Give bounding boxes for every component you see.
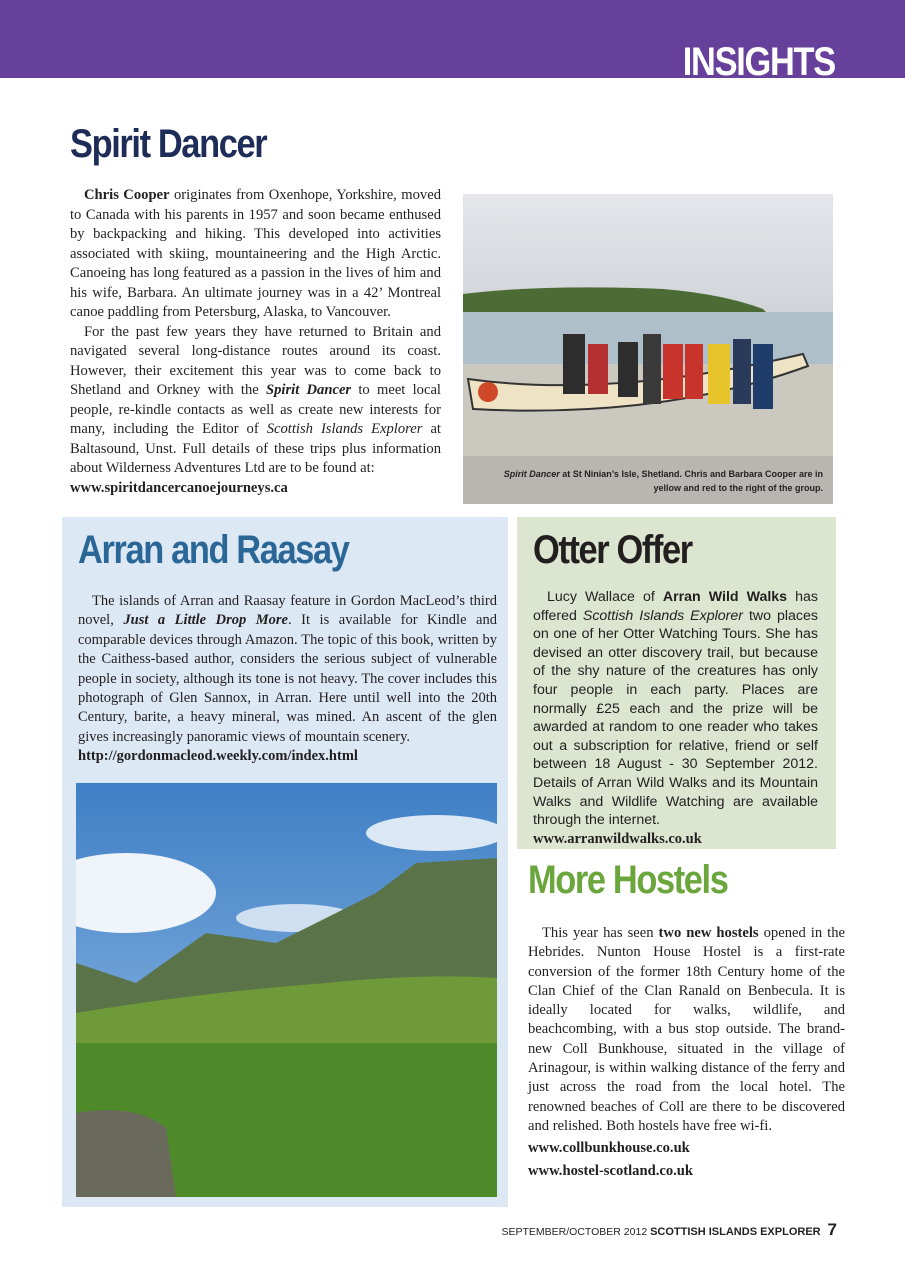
- arran-article: [78, 592, 497, 767]
- magazine-title: SCOTTISH ISLANDS EXPLORER: [650, 1226, 821, 1238]
- spirit-dancer-article: [70, 186, 441, 498]
- paragraph-text: at Baltasound, Unst. Full details of these trips plus information about Wilderness Adventures Ltd are to be found at:: [70, 421, 441, 476]
- caption-boat-name: Spirit Dancer: [503, 469, 560, 479]
- page-number: 7: [827, 1220, 837, 1239]
- paragraph-text: For the past few years they have returned to Britain and navigated several long-distance routes around its coast. However, their excitement this year was to come back to Shetland and Orkney with the: [70, 323, 441, 398]
- company-name: Arran Wild Walks: [662, 589, 788, 605]
- paragraph-text: The islands of Arran and Raasay feature in Gordon MacLeod’s third novel,: [78, 593, 497, 629]
- arran-link[interactable]: http://gordonmacleod.weekly.com/index.html: [78, 748, 358, 765]
- caption-text: at St Ninian’s Isle, Shetland. Chris and Barbara Cooper are in yellow and red to the right of the group.: [559, 469, 823, 493]
- canoe-group-image: [463, 194, 833, 504]
- paragraph-text: originates from Oxenhope, Yorkshire, moved to Canada with his parents in 1957 and soon became enthused by backpacking and hiking. This developed into activities associated with skiing, mountaineering and the High Arctic. Canoeing has long featured as a passion in the lives of him and his wife, Barbara. An ultimate journey was in a 42’ Montreal canoe paddling from Petersburg, Alaska, to Vancouver.: [70, 187, 441, 320]
- section-label: INSIGHTS: [682, 40, 835, 84]
- paragraph-text: opened in the Hebrides. Nunton House Hostel is a first-rate conversion of the former 18th Century home of the Clan Chief of the Clan Ranald on Benbecula. It is ideally located for walks, wildlife, and beachcombing, with a bus stop outside. The brand-new Coll Bunkhouse, situated in the village of Arinagour, is within walking distance of the ferry and just across the road from the local hotel. The renowned beaches of Coll are there to be discovered and relished. Both hostels have free wi-fi.: [528, 925, 845, 1134]
- hostels-title: More Hostels: [528, 858, 728, 902]
- paragraph-text: This year has seen: [542, 925, 659, 941]
- magazine-name: Scottish Islands Explorer: [266, 421, 423, 437]
- otter-title: Otter Offer: [533, 528, 692, 572]
- spirit-dancer-title: Spirit Dancer: [70, 122, 267, 166]
- spirit-dancer-link[interactable]: www.spiritdancercanoejourneys.ca: [70, 479, 288, 496]
- photo-caption: [503, 467, 823, 495]
- glen-sannox-photo: [76, 783, 497, 1197]
- paragraph-text: has offered: [533, 589, 818, 624]
- hostel-scotland-link[interactable]: www.hostel-scotland.co.uk: [528, 1162, 694, 1179]
- boat-name: Spirit Dancer: [266, 382, 352, 398]
- issue-date: SEPTEMBER/OCTOBER 2012: [501, 1226, 648, 1238]
- hostels-article: [528, 924, 845, 1181]
- page-footer: [501, 1220, 837, 1240]
- mountain-landscape-image: [76, 783, 497, 1197]
- magazine-name: Scottish Islands Explorer: [582, 607, 743, 624]
- otter-link[interactable]: www.arranwildwalks.co.uk: [533, 830, 702, 847]
- arran-title: Arran and Raasay: [78, 528, 349, 572]
- paragraph-text: . It is available for Kindle and comparable devices through Amazon. The topic of this book, written by the Caithess-based author, considers the serious subject of vulnerable people in society, although its tone is not heavy. The cover includes this photograph of Glen Sannox, in Arran. Here until well into the 20th Century, barite, a heavy mineral, was mined. An ascent of the glen gives increasingly panoramic views of mountain scenery.: [78, 612, 497, 745]
- paragraph-text: two places on one of her Otter Watching Tours. She has devised an otter discovery trail, but because of the shy nature of the creatures has only four people in each party. Places are normally £25 each and the prize will be awarded at random to one reader who takes out a subscription for relative, friend or self between 18 August - 30 September 2012. Details of Arran Wild Walks and its Mountain Walks and Wildlife Watching are available through the internet.: [533, 607, 818, 829]
- coll-bunkhouse-link[interactable]: www.collbunkhouse.co.uk: [528, 1140, 690, 1157]
- paragraph-text: Lucy Wallace of: [547, 589, 663, 605]
- author-name: Chris Cooper: [84, 187, 170, 203]
- paragraph-text: to meet local people, re-kindle contacts as well as create new interests for many, including the Editor of: [70, 382, 441, 437]
- book-title: Just a Little Drop More: [123, 612, 288, 629]
- highlight-text: two new hostels: [658, 925, 759, 941]
- otter-article: [533, 588, 818, 848]
- spirit-dancer-photo: [463, 194, 833, 504]
